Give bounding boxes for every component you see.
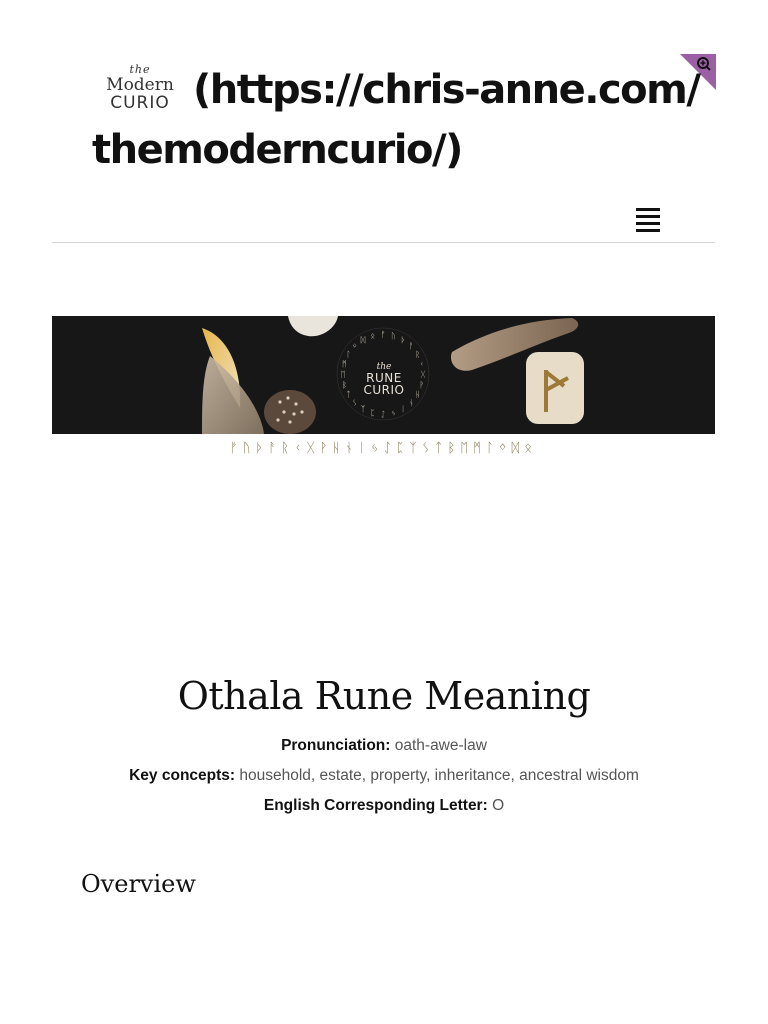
ring-rune-glyph: ᚷ	[420, 370, 426, 379]
banner-logo-the: the	[376, 362, 392, 372]
rune-alphabet-strip: ᚠᚢᚦᚨᚱᚲᚷᚹᚺᚾᛁᛃᛇᛈᛉᛊᛏᛒᛖᛗᛚᛜᛞᛟ	[229, 441, 538, 456]
ring-rune-glyph: ᛚ	[345, 350, 351, 359]
fact-english-letter	[0, 791, 768, 821]
fact-label: Key concepts:	[129, 767, 236, 784]
ring-rune-glyph: ᛗ	[341, 359, 347, 369]
site-home-link[interactable]: (https://chris-anne.com/themoderncurio/)	[92, 67, 700, 173]
header-divider	[52, 242, 715, 243]
site-header	[92, 60, 712, 180]
fact-value: household, estate, property, inheritance, ancestral wisdom	[239, 767, 639, 784]
site-logo[interactable]	[102, 64, 178, 120]
ring-rune-glyph: ᛏ	[345, 390, 351, 399]
ring-rune-glyph: ᛒ	[341, 380, 347, 390]
page-title: Othala Rune Meaning	[177, 674, 591, 718]
ring-rune-glyph: ᛈ	[370, 408, 376, 418]
banner-logo-rune: RUNE	[366, 371, 402, 385]
ring-rune-glyph: ᛞ	[360, 335, 366, 345]
hamburger-menu-button[interactable]	[632, 204, 664, 236]
ring-rune-glyph: ᛖ	[340, 370, 346, 379]
ring-rune-glyph: ᛁ	[400, 404, 406, 414]
logo-line-modern: Modern	[106, 75, 174, 95]
fact-label: English Corresponding Letter:	[263, 797, 488, 814]
banner-logo-curio: CURIO	[363, 383, 405, 397]
ring-rune-glyph: ᚾ	[408, 398, 414, 408]
ring-rune-glyph: ᛜ	[352, 341, 358, 351]
fact-pronunciation	[0, 731, 768, 761]
ring-rune-glyph: ᚦ	[400, 335, 406, 345]
ring-rune-glyph: ᛉ	[360, 404, 366, 414]
rune-facts	[0, 731, 768, 821]
ring-rune-glyph: ᛃ	[390, 408, 396, 418]
logo-line-curio: CURIO	[110, 93, 170, 113]
ring-rune-glyph: ᛊ	[352, 398, 358, 408]
fact-label: Pronunciation:	[281, 737, 391, 754]
ring-rune-glyph: ᚺ	[415, 390, 421, 399]
fact-value: oath-awe-law	[394, 737, 487, 754]
ring-rune-glyph: ᚹ	[419, 380, 425, 390]
section-heading-overview: Overview	[81, 870, 196, 898]
fact-key-concepts	[0, 761, 768, 791]
hamburger-menu-icon	[632, 208, 664, 232]
fact-value: O	[492, 797, 505, 814]
ring-rune-glyph: ᚢ	[390, 331, 396, 341]
feather-speckled	[264, 390, 316, 434]
ring-rune-glyph: ᚠ	[380, 330, 386, 339]
ring-rune-glyph: ᛟ	[370, 331, 376, 341]
ring-rune-glyph: ᚱ	[415, 350, 421, 359]
ring-rune-glyph: ᛇ	[380, 410, 386, 419]
ring-rune-glyph: ᚨ	[408, 341, 414, 351]
banner-logo	[341, 359, 425, 397]
ring-rune-glyph: ᚲ	[419, 359, 425, 369]
logo-line-the: the	[129, 63, 151, 76]
rune-stone	[526, 352, 584, 424]
